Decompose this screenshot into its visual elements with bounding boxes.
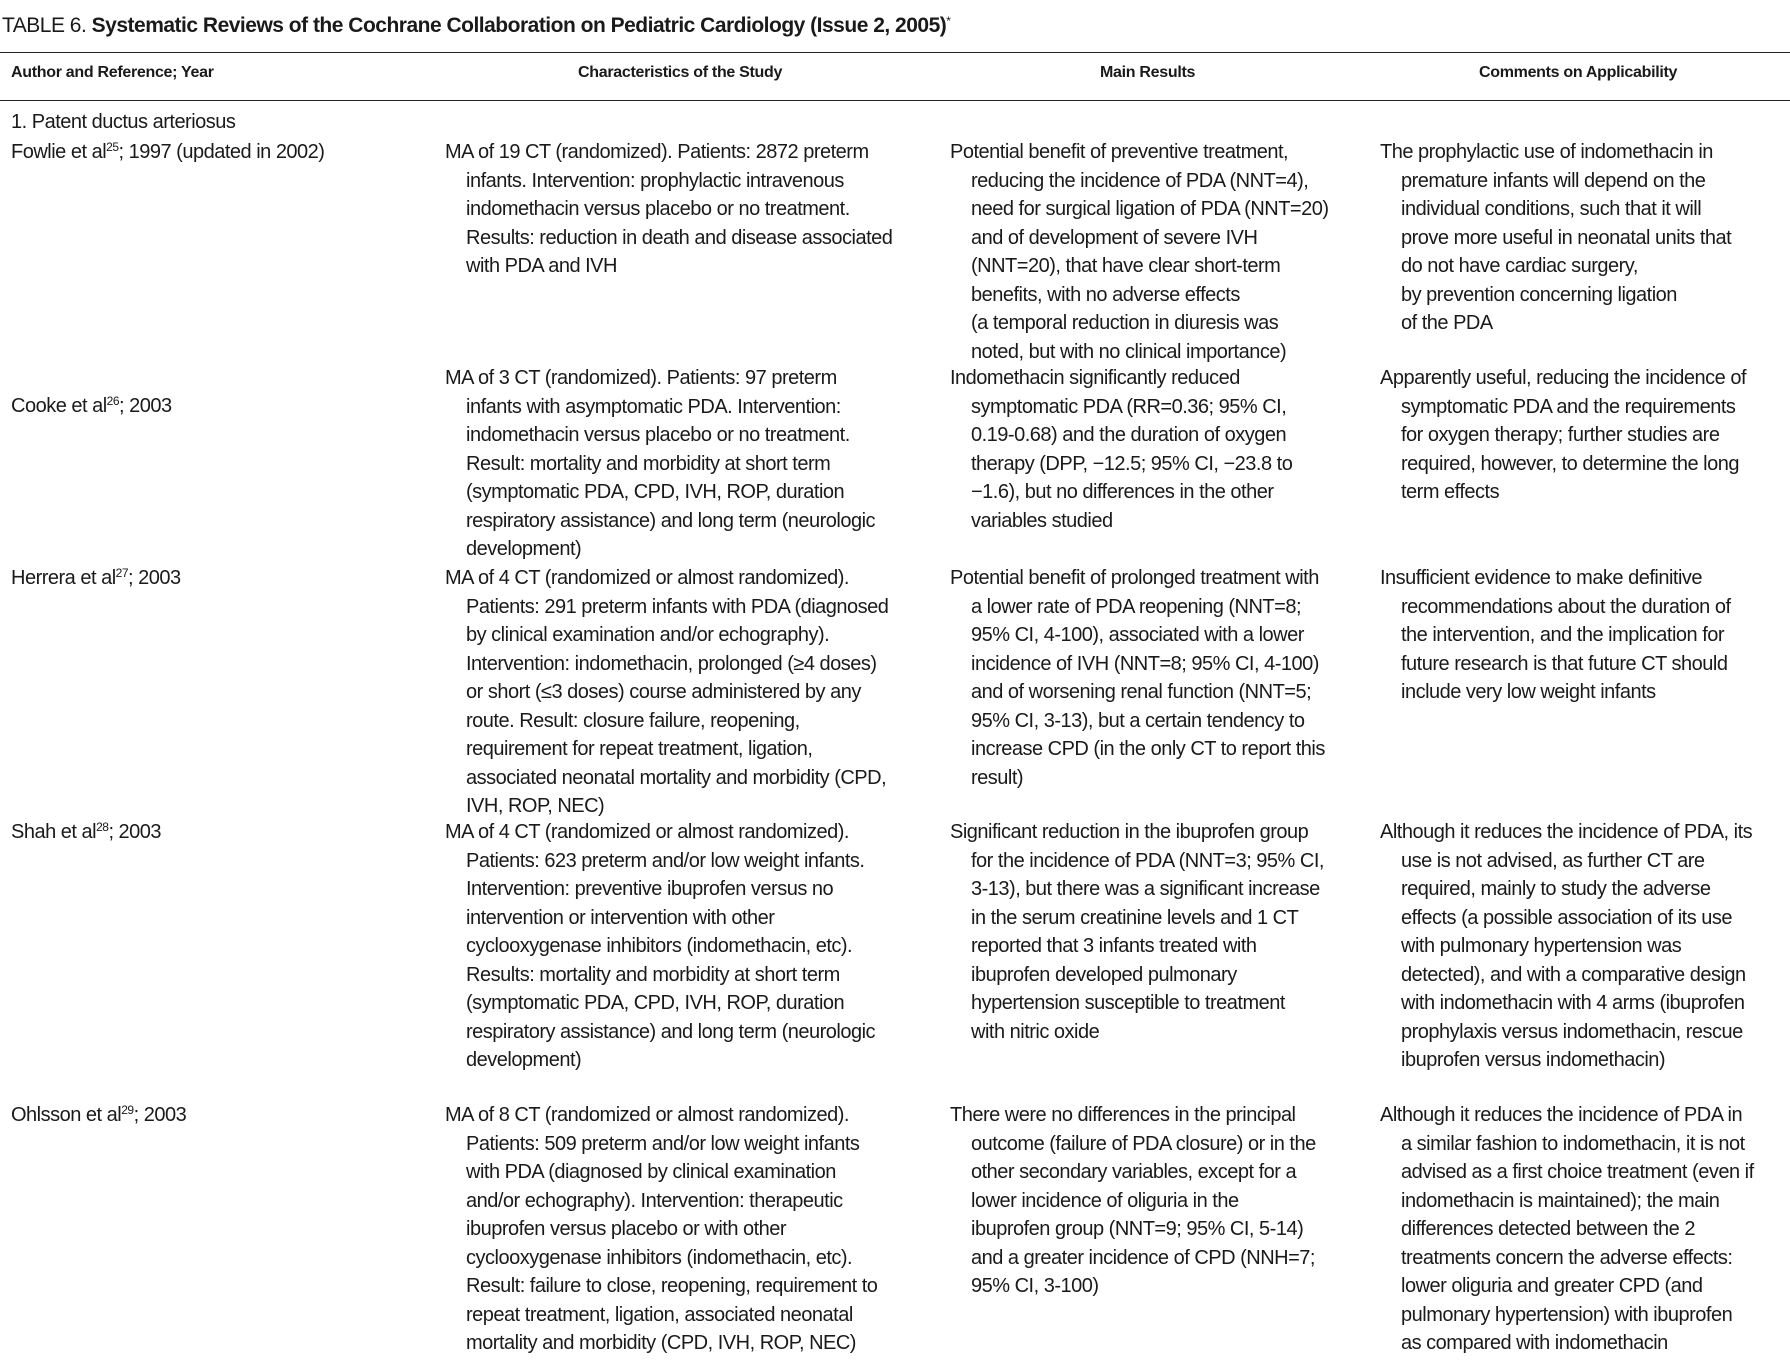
text-line: increase CPD (in the only CT to report this: [971, 738, 1325, 760]
text-line: Result: mortality and morbidity at short term: [466, 452, 831, 475]
text-line: Results: mortality and morbidity at short term: [466, 963, 840, 986]
characteristics-cell: [445, 138, 892, 281]
text-line: respiratory assistance) and long term (neurologic: [466, 509, 876, 532]
text-line: (symptomatic PDA, CPD, IVH, ROP, duration: [466, 481, 845, 503]
text-line: 95% CI, 3-13), but a certain tendency to: [971, 709, 1305, 732]
characteristics-cell: [445, 564, 888, 821]
text-line: for oxygen therapy; further studies are: [1401, 424, 1720, 446]
text-line: cyclooxygenase inhibitors (indomethacin, etc).: [466, 1246, 853, 1269]
text-line: Significant reduction in the ibuprofen group: [950, 821, 1309, 843]
results-cell: [950, 564, 1325, 792]
text-line: development): [466, 1049, 582, 1071]
text-line: indomethacin versus placebo or no treatment.: [466, 198, 850, 220]
text-line: symptomatic PDA and the requirements: [1401, 395, 1736, 418]
text-line: MA of 3 CT (randomized). Patients: 97 preterm: [445, 367, 837, 389]
text-line: Results: reduction in death and disease associated: [466, 226, 893, 249]
text-line: with indomethacin with 4 arms (ibuprofen: [1401, 992, 1745, 1014]
comments-cell: [1380, 818, 1752, 1075]
author-name: Cooke et al: [11, 395, 107, 417]
text-line: result): [971, 766, 1024, 789]
reference-number: 26: [106, 394, 120, 408]
reference-number: 29: [121, 1103, 134, 1117]
text-line: Indomethacin significantly reduced: [950, 367, 1240, 389]
text-line: need for surgical ligation of PDA (NNT=20): [971, 198, 1329, 220]
header-bottom-rule: [0, 100, 1790, 101]
text-line: hypertension susceptible to treatment: [971, 992, 1285, 1014]
text-line: use is not advised, as further CT are: [1401, 849, 1705, 872]
text-line: Intervention: indomethacin, prolonged (≥4 doses): [466, 652, 877, 675]
author-year: ; 2003: [119, 395, 172, 417]
text-line: and of worsening renal function (NNT=5;: [971, 681, 1312, 703]
text-line: MA of 8 CT (randomized or almost randomized).: [445, 1104, 849, 1126]
text-line: detected), and with a comparative design: [1401, 963, 1746, 986]
text-line: and of development of severe IVH: [971, 226, 1258, 249]
header-characteristics: Characteristics of the Study: [578, 64, 783, 81]
text-line: lower oliguria and greater CPD (and: [1401, 1275, 1703, 1297]
text-line: Although it reduces the incidence of PDA, its: [1380, 821, 1753, 843]
text-line: reducing the incidence of PDA (NNT=4),: [971, 169, 1309, 192]
text-line: repeat treatment, ligation, associated neonatal: [466, 1303, 853, 1326]
text-line: required, mainly to study the adverse: [1401, 878, 1711, 900]
text-line: IVH, ROP, NEC): [466, 795, 605, 817]
text-line: premature infants will depend on the: [1401, 169, 1706, 192]
text-line: pulmonary hypertension) with ibuprofen: [1401, 1303, 1733, 1326]
text-line: as compared with indomethacin: [1401, 1332, 1668, 1354]
text-line: for the incidence of PDA (NNT=3; 95% CI,: [971, 849, 1324, 872]
text-line: treatments concern the adverse effects:: [1401, 1246, 1733, 1269]
text-line: Potential benefit of preventive treatment,: [950, 141, 1289, 163]
text-line: Patients: 291 preterm infants with PDA (diagnosed: [466, 595, 889, 618]
text-line: benefits, with no adverse effects: [971, 283, 1240, 306]
text-line: respiratory assistance) and long term (neurologic: [466, 1020, 876, 1043]
author-year: ; 1997 (updated in 2002): [118, 141, 325, 163]
text-line: or short (≤3 doses) course administered by any: [466, 681, 861, 703]
reference-number: 27: [115, 566, 129, 580]
comments-cell: [1380, 364, 1746, 507]
text-line: cyclooxygenase inhibitors (indomethacin, etc).: [466, 935, 853, 957]
text-line: required, however, to determine the long: [1401, 452, 1739, 475]
text-line: Intervention: preventive ibuprofen versus no: [466, 878, 834, 900]
text-line: in the serum creatinine levels and 1 CT: [971, 906, 1299, 929]
text-line: 95% CI, 3-100): [971, 1275, 1099, 1297]
header-top-rule: [0, 52, 1790, 53]
table-label: TABLE 6.: [2, 14, 87, 37]
header-author: Author and Reference; Year: [11, 64, 214, 81]
text-line: infants. Intervention: prophylactic intravenous: [466, 169, 844, 192]
text-line: 0.19-0.68) and the duration of oxygen: [971, 424, 1287, 446]
author-name: Shah et al: [11, 821, 97, 843]
text-line: with pulmonary hypertension was: [1401, 935, 1682, 957]
table-footnote-mark: *: [946, 14, 951, 28]
text-line: incidence of IVH (NNT=8; 95% CI, 4-100): [971, 652, 1319, 675]
text-line: with nitric oxide: [971, 1020, 1100, 1043]
text-line: (NNT=20), that have clear short-term: [971, 255, 1281, 277]
author-year: ; 2003: [128, 567, 181, 589]
text-line: (symptomatic PDA, CPD, IVH, ROP, duration: [466, 992, 845, 1014]
comments-cell: [1380, 564, 1731, 707]
author-year: ; 2003: [108, 821, 162, 843]
text-line: prophylaxis versus indomethacin, rescue: [1401, 1020, 1743, 1043]
text-line: effects (a possible association of its use: [1401, 906, 1733, 929]
author-cell: [11, 818, 161, 847]
text-line: other secondary variables, except for a: [971, 1161, 1297, 1183]
section-heading: 1. Patent ductus arteriosus: [11, 111, 236, 133]
text-line: variables studied: [971, 509, 1113, 532]
text-line: do not have cardiac surgery,: [1401, 255, 1638, 277]
results-cell: [950, 364, 1292, 535]
table-caption: Systematic Reviews of the Cochrane Collaboration on Pediatric Cardiology (Issue 2, 2005): [91, 14, 947, 37]
text-line: with PDA (diagnosed by clinical examination: [466, 1161, 836, 1183]
results-cell: [950, 1101, 1316, 1301]
text-line: advised as a first choice treatment (even if: [1401, 1161, 1754, 1183]
text-line: (a temporal reduction in diuresis was: [971, 312, 1279, 334]
characteristics-cell: [445, 364, 875, 564]
text-line: of the PDA: [1401, 312, 1493, 334]
text-line: future research is that future CT should: [1401, 652, 1728, 675]
author-name: Ohlsson et al: [11, 1104, 122, 1126]
text-line: therapy (DPP, −12.5; 95% CI, −23.8 to: [971, 452, 1293, 475]
text-line: and/or echography). Intervention: therapeutic: [466, 1189, 843, 1212]
text-line: Patients: 623 preterm and/or low weight infants.: [466, 849, 865, 872]
text-line: ibuprofen versus indomethacin): [1401, 1049, 1666, 1071]
text-line: associated neonatal mortality and morbidity (CPD,: [466, 766, 887, 789]
text-line: with PDA and IVH: [466, 255, 617, 277]
author-cell: [11, 138, 324, 167]
text-line: There were no differences in the principal: [950, 1104, 1296, 1126]
text-line: infants with asymptomatic PDA. Intervention:: [466, 395, 841, 418]
text-line: indomethacin is maintained); the main: [1401, 1189, 1720, 1212]
text-line: term effects: [1401, 481, 1500, 503]
text-line: Apparently useful, reducing the incidence of: [1380, 367, 1747, 389]
text-line: symptomatic PDA (RR=0.36; 95% CI,: [971, 395, 1287, 418]
text-line: include very low weight infants: [1401, 681, 1656, 703]
author-cell: [11, 392, 172, 421]
text-line: by prevention concerning ligation: [1401, 283, 1677, 306]
text-line: by clinical examination and/or echography).: [466, 624, 830, 646]
text-line: route. Result: closure failure, reopening,: [466, 709, 800, 732]
characteristics-cell: [445, 818, 875, 1075]
text-line: Potential benefit of prolonged treatment with: [950, 567, 1319, 589]
text-line: Result: failure to close, reopening, requirement to: [466, 1275, 878, 1297]
text-line: outcome (failure of PDA closure) or in the: [971, 1132, 1316, 1155]
header-main-results: Main Results: [1100, 64, 1196, 81]
text-line: intervention or intervention with other: [466, 906, 775, 929]
text-line: noted, but with no clinical importance): [971, 340, 1287, 363]
text-line: ibuprofen developed pulmonary: [971, 963, 1237, 986]
text-line: Although it reduces the incidence of PDA in: [1380, 1104, 1743, 1126]
author-cell: [11, 564, 181, 593]
text-line: and a greater incidence of CPD (NNH=7;: [971, 1246, 1315, 1269]
text-line: requirement for repeat treatment, ligation,: [466, 738, 813, 760]
text-line: MA of 4 CT (randomized or almost randomized).: [445, 821, 849, 843]
text-line: development): [466, 538, 582, 560]
text-line: recommendations about the duration of: [1401, 595, 1731, 618]
text-line: indomethacin versus placebo or no treatment.: [466, 424, 850, 446]
text-line: a lower rate of PDA reopening (NNT=8;: [971, 595, 1302, 618]
text-line: MA of 19 CT (randomized). Patients: 2872 preterm: [445, 141, 869, 163]
reference-number: 25: [106, 140, 119, 154]
text-line: reported that 3 infants treated with: [971, 935, 1257, 957]
characteristics-cell: [445, 1101, 877, 1358]
results-cell: [950, 138, 1329, 366]
text-line: Patients: 509 preterm and/or low weight infants: [466, 1132, 860, 1155]
text-line: 3-13), but there was a significant increase: [971, 878, 1320, 900]
author-name: Fowlie et al: [11, 141, 107, 163]
text-line: −1.6), but no differences in the other: [971, 481, 1274, 503]
text-line: ibuprofen versus placebo or with other: [466, 1218, 787, 1240]
text-line: differences detected between the 2: [1401, 1218, 1695, 1240]
author-name: Herrera et al: [11, 567, 116, 589]
results-cell: [950, 818, 1324, 1046]
text-line: Insufficient evidence to make definitive: [1380, 567, 1703, 589]
text-line: lower incidence of oliguria in the: [971, 1189, 1239, 1212]
text-line: a similar fashion to indomethacin, it is not: [1401, 1132, 1745, 1155]
author-year: ; 2003: [133, 1104, 187, 1126]
text-line: MA of 4 CT (randomized or almost randomized).: [445, 567, 849, 589]
text-line: prove more useful in neonatal units that: [1401, 226, 1732, 249]
text-line: mortality and morbidity (CPD, IVH, ROP, NEC): [466, 1332, 856, 1354]
text-line: the intervention, and the implication for: [1401, 624, 1725, 646]
text-line: ibuprofen group (NNT=9; 95% CI, 5-14): [971, 1218, 1304, 1240]
reference-number: 28: [96, 820, 109, 834]
author-cell: [11, 1101, 186, 1130]
text-line: individual conditions, such that it will: [1401, 198, 1702, 220]
comments-cell: [1380, 138, 1731, 338]
text-line: The prophylactic use of indomethacin in: [1380, 141, 1713, 163]
text-line: 95% CI, 4-100), associated with a lower: [971, 624, 1304, 646]
comments-cell: [1380, 1101, 1754, 1358]
table-title: [2, 14, 950, 38]
header-comments: Comments on Applicability: [1479, 64, 1678, 81]
